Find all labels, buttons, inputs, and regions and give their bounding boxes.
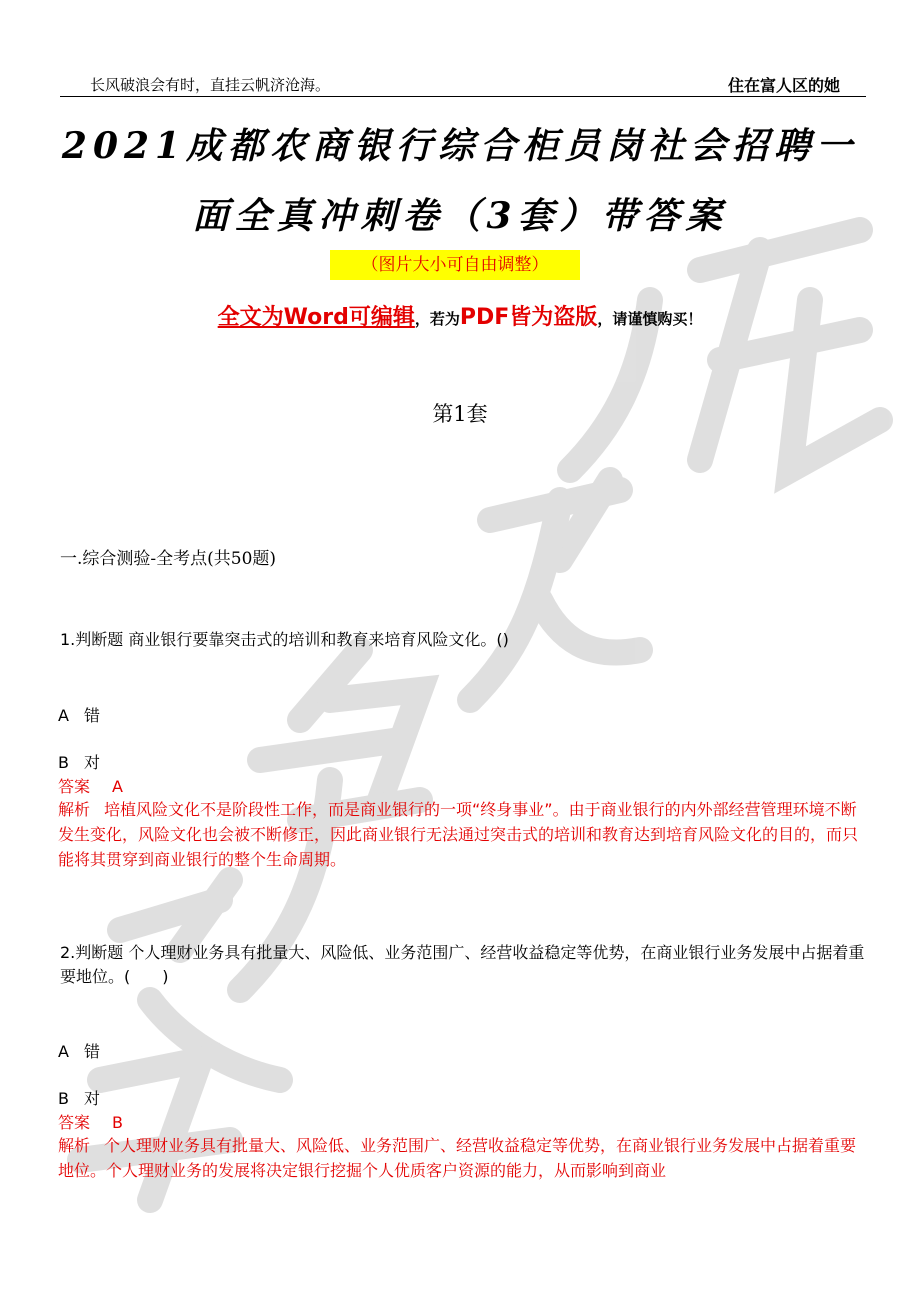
- option-letter: B: [58, 1089, 69, 1108]
- option-text: 错: [84, 706, 101, 725]
- warning-caution: ，请谨慎购买！: [597, 310, 703, 328]
- warning-editable: 全文为Word可编辑: [217, 305, 415, 330]
- question-2-text: 2.判断题 个人理财业务具有批量大、风险低、业务范围广、经营收益稳定等优势，在商业银行业务发展中占据着重要地位。( ): [60, 943, 865, 986]
- answer-label: 答案: [58, 1113, 91, 1132]
- explanation-text: 培植风险文化不是阶段性工作，而是商业银行的一项“终身事业”。由于商业银行的内外部经营管理环境不断发生变化，风险文化也会被不断修正，因此商业银行无法通过突击式的培训和教育达到培育风险文化的目的，而只能将其贯穿到商业银行的整个生命周期。: [58, 800, 859, 869]
- answer-label: 答案: [58, 777, 91, 796]
- header-left-text: 长风破浪会有时，直挂云帆济沧海。: [90, 76, 331, 94]
- question-1-option-a: [58, 703, 100, 726]
- explanation-text: 个人理财业务具有批量大、风险低、业务范围广、经营收益稳定等优势，在商业银行业务发展中占据着重要地位。个人理财业务的发展将决定银行挖掘个人优质客户资源的能力，从而影响到商业: [58, 1136, 857, 1180]
- question-1-answer: [58, 774, 123, 797]
- resize-note: （图片大小可自由调整）: [330, 250, 580, 280]
- warning-connector: ，若为: [414, 310, 460, 328]
- question-1-text: 1.判断题 商业银行要靠突击式的培训和教育来培育风险文化。(): [60, 630, 509, 649]
- question-1-explanation: [58, 797, 868, 872]
- question-1-option-b: [58, 750, 100, 773]
- warning-pdf-piracy: PDF皆为盗版: [459, 305, 598, 330]
- header-right-text: 住在富人区的她: [727, 76, 840, 95]
- option-text: 错: [84, 1042, 101, 1061]
- section-title: 一.综合测验-全考点(共50题): [60, 549, 277, 569]
- question-2-option-b: [58, 1086, 100, 1109]
- option-letter: A: [58, 1042, 69, 1061]
- document-title-line2: 面全真冲刺卷（3套）带答案: [192, 195, 728, 237]
- set-title: 第1套: [432, 402, 488, 426]
- copyright-warning: [40, 300, 880, 331]
- answer-value: B: [112, 1113, 123, 1132]
- question-2-option-a: [58, 1039, 100, 1062]
- option-letter: A: [58, 706, 69, 725]
- explanation-label: 解析: [58, 800, 91, 819]
- header-divider: [60, 96, 866, 97]
- document-title-line1: 2021成都农商银行综合柜员岗社会招聘一: [61, 125, 859, 167]
- question-2-explanation: [58, 1133, 868, 1183]
- option-text: 对: [84, 753, 101, 772]
- answer-value: A: [112, 777, 123, 796]
- explanation-label: 解析: [58, 1136, 91, 1155]
- question-2-answer: [58, 1110, 123, 1133]
- option-letter: B: [58, 753, 69, 772]
- option-text: 对: [84, 1089, 101, 1108]
